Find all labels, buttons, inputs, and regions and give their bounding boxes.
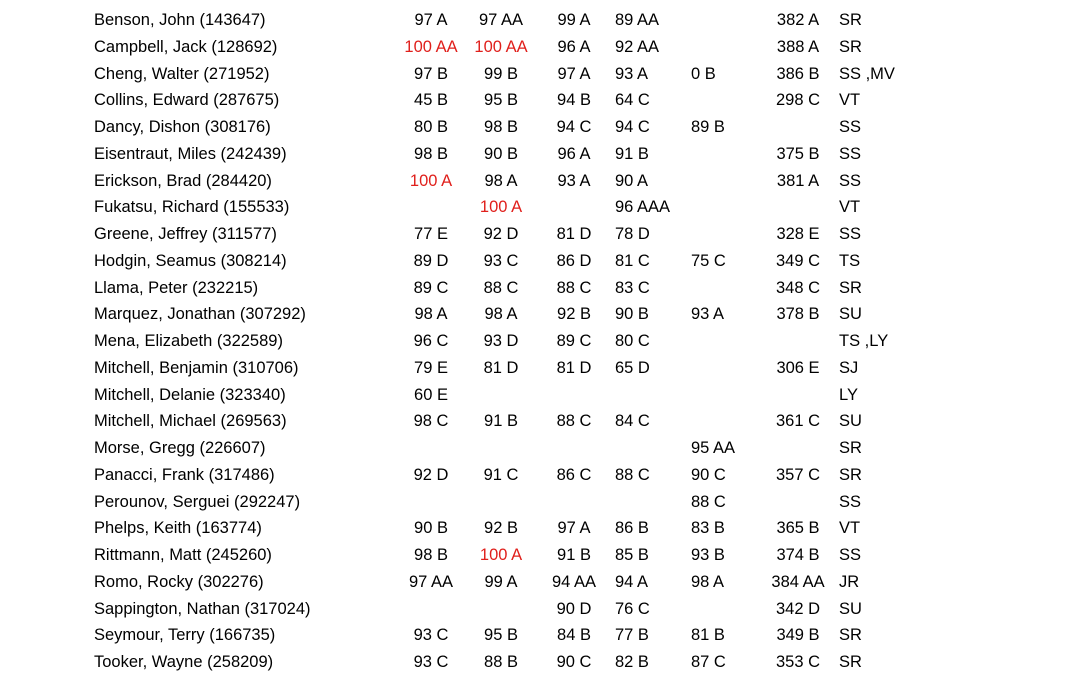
score-3: 81 D — [556, 358, 592, 377]
table-row — [0, 194, 1080, 221]
score-4: 88 C — [615, 465, 650, 484]
classification: SR — [839, 653, 862, 671]
score-4: 65 D — [615, 358, 650, 377]
score-1: 98 B — [414, 144, 448, 163]
total-score: 328 E — [776, 225, 820, 243]
table-row — [0, 61, 1080, 88]
score-2: 92 B — [484, 519, 518, 538]
classification: TS — [839, 251, 861, 270]
score-4: 85 B — [615, 546, 649, 564]
shooter-name: Perounov, Serguei (292247) — [94, 492, 301, 511]
score-5: 83 B — [691, 519, 725, 538]
table-row — [0, 141, 1080, 168]
score-3: 94 C — [556, 118, 592, 136]
shooter-name: Romo, Rocky (302276) — [94, 572, 264, 591]
score-1: 98 A — [414, 305, 448, 324]
classification: SS ,MV — [839, 64, 895, 83]
total-score: 348 C — [775, 278, 821, 297]
shooter-name: Rittmann, Matt (245260) — [94, 546, 272, 564]
score-4: 84 C — [615, 412, 650, 431]
table-row — [0, 515, 1080, 542]
score-1: 45 B — [414, 91, 448, 110]
score-3: 89 C — [556, 332, 592, 350]
shooter-name: Mena, Elizabeth (322589) — [94, 332, 283, 350]
shooter-name: Panacci, Frank (317486) — [94, 465, 275, 484]
classification: SR — [839, 439, 862, 457]
shooter-name: Greene, Jeffrey (311577) — [94, 225, 277, 243]
table-row — [0, 622, 1080, 649]
score-3: 90 D — [556, 599, 592, 618]
score-4: 64 C — [615, 91, 650, 110]
score-3: 94 AA — [551, 572, 597, 591]
score-2: 93 D — [483, 332, 519, 350]
table-row — [0, 382, 1080, 409]
total-score: 382 A — [776, 11, 820, 29]
classification: SU — [839, 599, 862, 618]
score-4: 77 B — [615, 626, 649, 645]
table-row — [0, 248, 1080, 275]
table-row — [0, 649, 1080, 676]
score-2: 95 B — [484, 91, 518, 110]
score-3: 88 C — [556, 412, 592, 431]
score-4: 90 B — [615, 305, 649, 324]
total-score — [766, 194, 830, 221]
shooter-name: Fukatsu, Richard (155533) — [94, 198, 290, 217]
shooter-name: Erickson, Brad (284420) — [94, 171, 272, 190]
score-3: 86 D — [556, 251, 592, 270]
shooter-name: Mitchell, Benjamin (310706) — [94, 358, 299, 377]
score-1: 97 B — [414, 64, 448, 83]
score-3: 84 B — [557, 626, 591, 645]
classification: SU — [839, 305, 862, 324]
score-1 — [400, 596, 462, 623]
shooter-name: Dancy, Dishon (308176) — [94, 118, 271, 136]
score-2: 93 C — [483, 251, 519, 270]
score-3: 88 C — [556, 278, 592, 297]
score-5: 88 C — [691, 492, 726, 511]
table-row — [0, 275, 1080, 302]
score-4: 90 A — [615, 171, 649, 190]
score-3: 93 A — [557, 171, 591, 190]
total-score — [766, 114, 830, 141]
score-3 — [546, 435, 602, 462]
classification: SR — [839, 465, 862, 484]
total-score — [766, 489, 830, 516]
score-1: 90 B — [414, 519, 448, 538]
score-1: 96 C — [413, 332, 449, 350]
score-2: 81 D — [483, 358, 519, 377]
score-5: 75 C — [691, 251, 726, 270]
score-5: 0 B — [691, 64, 716, 83]
shooter-name: Phelps, Keith (163774) — [94, 519, 262, 538]
shooter-name: Eisentraut, Miles (242439) — [94, 144, 287, 163]
score-3: 86 C — [556, 465, 592, 484]
total-score: 349 C — [775, 251, 821, 270]
table-row — [0, 7, 1080, 34]
total-score: 306 E — [776, 358, 820, 377]
score-1: 89 C — [413, 278, 449, 297]
total-score: 381 A — [776, 171, 820, 190]
classification: JR — [839, 572, 860, 591]
total-score: 357 C — [775, 465, 821, 484]
shooter-name: Hodgin, Seamus (308214) — [94, 251, 287, 270]
total-score: 378 B — [776, 305, 820, 324]
score-2 — [470, 489, 532, 516]
score-4: 96 AAA — [615, 198, 671, 217]
total-score: 298 C — [775, 91, 821, 110]
score-5: 93 A — [691, 305, 725, 324]
score-3: 96 A — [557, 144, 591, 163]
score-2 — [470, 382, 532, 409]
classification: SS — [839, 171, 862, 190]
table-row — [0, 462, 1080, 489]
table-row — [0, 569, 1080, 596]
total-score — [766, 382, 830, 409]
score-2: 99 A — [484, 572, 518, 591]
table-row — [0, 114, 1080, 141]
score-1: 92 D — [413, 465, 449, 484]
score-1: 100 AA — [404, 37, 458, 56]
score-5: 95 AA — [691, 439, 736, 457]
shooter-name: Collins, Edward (287675) — [94, 91, 280, 110]
score-4: 89 AA — [615, 11, 660, 29]
classification: SS — [839, 492, 862, 511]
score-2: 88 C — [483, 278, 519, 297]
score-3 — [546, 489, 602, 516]
score-2: 88 B — [484, 653, 518, 671]
score-1: 77 E — [414, 225, 448, 243]
classification: SS — [839, 546, 862, 564]
total-score — [766, 435, 830, 462]
table-row — [0, 87, 1080, 114]
score-3: 92 B — [557, 305, 591, 324]
score-3: 99 A — [557, 11, 591, 29]
shooter-name: Campbell, Jack (128692) — [94, 37, 278, 56]
score-2 — [470, 435, 532, 462]
score-1: 97 A — [414, 11, 448, 29]
score-5: 98 A — [691, 572, 725, 591]
score-3 — [546, 194, 602, 221]
score-2: 91 B — [484, 412, 518, 431]
score-1: 97 AA — [408, 572, 454, 591]
table-row — [0, 435, 1080, 462]
shooter-name: Mitchell, Delanie (323340) — [94, 385, 286, 404]
table-row — [0, 328, 1080, 355]
table-row — [0, 355, 1080, 382]
score-2: 98 B — [484, 118, 518, 136]
shooter-name: Seymour, Terry (166735) — [94, 626, 276, 645]
classification: SS — [839, 225, 862, 243]
classification: VT — [839, 91, 861, 110]
total-score: 375 B — [776, 144, 820, 163]
score-2: 92 D — [483, 225, 519, 243]
shooter-name: Sappington, Nathan (317024) — [94, 599, 311, 618]
score-4: 94 C — [615, 118, 650, 136]
table-row — [0, 596, 1080, 623]
classification: TS ,LY — [839, 332, 889, 350]
score-1: 100 A — [409, 171, 453, 190]
total-score: 342 D — [775, 599, 821, 618]
score-1: 89 D — [413, 251, 449, 270]
score-2: 98 A — [484, 305, 518, 324]
score-1: 98 B — [414, 546, 448, 564]
score-1 — [400, 435, 462, 462]
total-score: 353 C — [775, 653, 821, 671]
score-3: 91 B — [557, 546, 591, 564]
score-4: 81 C — [615, 251, 650, 270]
shooter-name: Llama, Peter (232215) — [94, 278, 259, 297]
score-3: 97 A — [557, 64, 591, 83]
score-5: 93 B — [691, 546, 725, 564]
classification: SS — [839, 144, 862, 163]
score-5: 89 B — [691, 118, 725, 136]
score-4: 83 C — [615, 278, 650, 297]
score-2: 90 B — [484, 144, 518, 163]
score-4: 86 B — [615, 519, 649, 538]
score-4: 93 A — [615, 64, 649, 83]
score-1: 93 C — [413, 653, 449, 671]
score-1 — [400, 489, 462, 516]
score-2: 91 C — [483, 465, 519, 484]
score-2: 97 AA — [478, 11, 524, 29]
score-4: 76 C — [615, 599, 650, 618]
score-3: 94 B — [557, 91, 591, 110]
score-3: 81 D — [556, 225, 592, 243]
score-2: 100 A — [479, 546, 523, 564]
score-3: 90 C — [556, 653, 592, 671]
score-1: 60 E — [414, 385, 448, 404]
score-1: 93 C — [413, 626, 449, 645]
total-score — [766, 328, 830, 355]
score-4: 92 AA — [615, 37, 660, 56]
total-score: 365 B — [776, 519, 820, 538]
classification: SS — [839, 118, 862, 136]
score-2 — [470, 596, 532, 623]
shooter-name: Tooker, Wayne (258209) — [94, 653, 274, 671]
score-1 — [400, 194, 462, 221]
table-row — [0, 34, 1080, 61]
score-4: 94 A — [615, 572, 649, 591]
score-2: 98 A — [484, 171, 518, 190]
total-score: 361 C — [775, 412, 821, 431]
score-3: 97 A — [557, 519, 591, 538]
shooter-name: Cheng, Walter (271952) — [94, 64, 270, 83]
classification: SR — [839, 278, 862, 297]
shooter-name: Benson, John (143647) — [94, 11, 266, 29]
score-1: 98 C — [413, 412, 449, 431]
score-3: 96 A — [557, 37, 591, 56]
total-score: 384 AA — [771, 572, 825, 591]
score-3 — [546, 382, 602, 409]
score-2: 95 B — [484, 626, 518, 645]
score-2: 100 AA — [474, 37, 528, 56]
score-1: 79 E — [414, 358, 448, 377]
total-score: 374 B — [776, 546, 820, 564]
classification: SJ — [839, 358, 859, 377]
total-score: 388 A — [776, 37, 820, 56]
score-2: 100 A — [479, 198, 523, 217]
table-row — [0, 301, 1080, 328]
shooter-name: Morse, Gregg (226607) — [94, 439, 266, 457]
classification: SU — [839, 412, 862, 431]
score-4: 82 B — [615, 653, 649, 671]
score-2: 99 B — [484, 64, 518, 83]
score-5: 90 C — [691, 465, 726, 484]
shooter-name: Mitchell, Michael (269563) — [94, 412, 287, 431]
table-row — [0, 542, 1080, 569]
score-5: 81 B — [691, 626, 725, 645]
score-4: 91 B — [615, 144, 649, 163]
total-score: 349 B — [776, 626, 820, 645]
classification: SR — [839, 11, 862, 29]
classification: VT — [839, 519, 861, 538]
table-row — [0, 168, 1080, 195]
classification: SR — [839, 626, 862, 645]
table-row — [0, 408, 1080, 435]
shooter-name: Marquez, Jonathan (307292) — [94, 305, 306, 324]
score-4: 80 C — [615, 332, 650, 350]
score-4: 78 D — [615, 225, 650, 243]
table-row — [0, 221, 1080, 248]
score-1: 80 B — [414, 118, 448, 136]
classification: VT — [839, 198, 861, 217]
score-5: 87 C — [691, 653, 726, 671]
classification: LY — [839, 385, 858, 404]
classification: SR — [839, 37, 862, 56]
total-score: 386 B — [776, 64, 820, 83]
table-row — [0, 489, 1080, 516]
